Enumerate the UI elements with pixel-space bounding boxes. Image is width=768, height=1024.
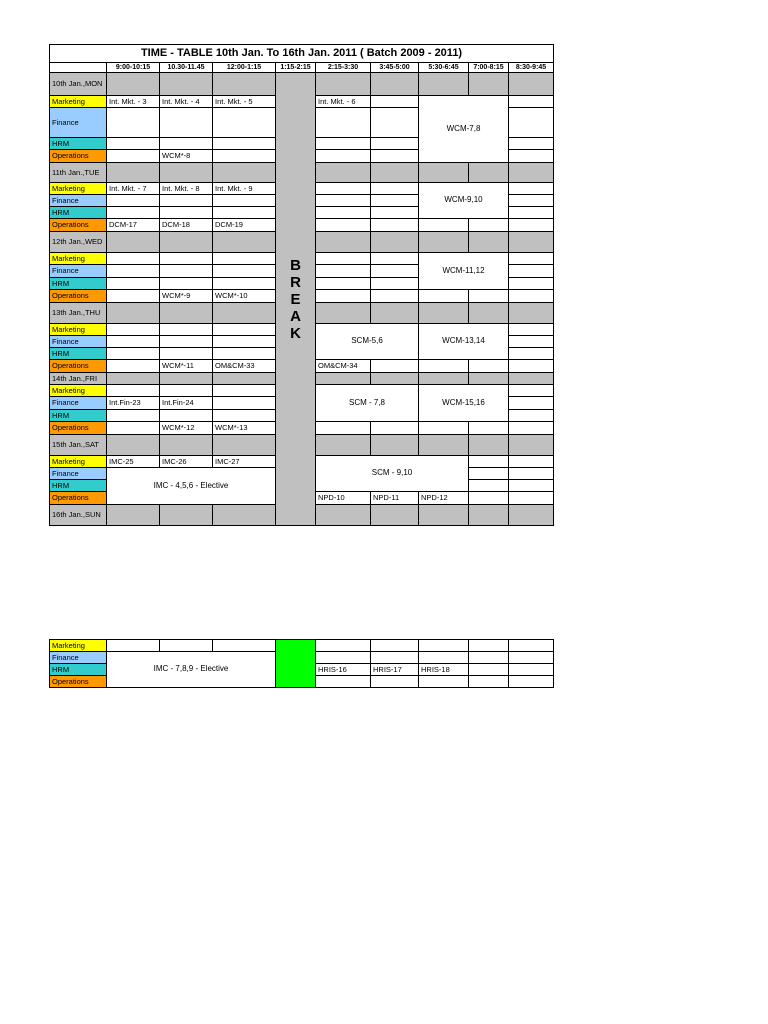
session-cell: OM&CM-34 bbox=[316, 360, 371, 373]
time-slot: 10.30-11.45 bbox=[160, 63, 213, 73]
session-block: IMC - 4,5,6 - Elective bbox=[107, 468, 276, 505]
session-cell: DCM-18 bbox=[160, 219, 213, 232]
session-cell: Int.Fin-24 bbox=[160, 397, 213, 410]
session-cell: WCM*-11 bbox=[160, 360, 213, 373]
day-label: 14th Jan.,FRI bbox=[50, 373, 107, 385]
session-cell: WCM*-12 bbox=[160, 422, 213, 435]
session-cell: OM&CM-33 bbox=[213, 360, 276, 373]
time-slot: 2:15-3:30 bbox=[316, 63, 371, 73]
spec-marketing: Marketing bbox=[50, 253, 107, 265]
session-cell: NPD-12 bbox=[419, 492, 469, 505]
session-cell: Int.Fin-23 bbox=[107, 397, 160, 410]
spec-marketing: Marketing bbox=[50, 324, 107, 336]
session-cell: Int. Mkt. - 5 bbox=[213, 96, 276, 108]
session-block: WCM-13,14 bbox=[419, 324, 509, 360]
spec-marketing: Marketing bbox=[50, 183, 107, 195]
spec-marketing: Marketing bbox=[50, 96, 107, 108]
timetable-title: TIME - TABLE 10th Jan. To 16th Jan. 2011 ( Batch 2009 - 2011) bbox=[50, 45, 554, 63]
time-slot-header-row bbox=[50, 63, 554, 73]
spec-finance: Finance bbox=[50, 468, 107, 480]
day-label: 12th Jan.,WED bbox=[50, 232, 107, 253]
spec-hrm: HRM bbox=[50, 480, 107, 492]
time-slot: 8:30-9:45 bbox=[509, 63, 554, 73]
spec-operations: Operations bbox=[50, 422, 107, 435]
spec-operations: Operations bbox=[50, 676, 107, 688]
day-label: 15th Jan.,SAT bbox=[50, 435, 107, 456]
spec-operations: Operations bbox=[50, 360, 107, 373]
session-cell: WCM*-13 bbox=[213, 422, 276, 435]
spec-hrm: HRM bbox=[50, 207, 107, 219]
session-cell: HRIS-17 bbox=[371, 664, 419, 676]
session-cell: WCM*-9 bbox=[160, 290, 213, 303]
spec-operations: Operations bbox=[50, 290, 107, 303]
session-cell: HRIS-18 bbox=[419, 664, 469, 676]
session-cell: Int. Mkt. - 8 bbox=[160, 183, 213, 195]
spec-hrm: HRM bbox=[50, 278, 107, 290]
session-cell: DCM-17 bbox=[107, 219, 160, 232]
time-slot: 3:45-5:00 bbox=[371, 63, 419, 73]
session-cell: Int. Mkt. - 4 bbox=[160, 96, 213, 108]
session-block: WCM-9,10 bbox=[419, 183, 509, 219]
spec-marketing: Marketing bbox=[50, 640, 107, 652]
spec-finance: Finance bbox=[50, 108, 107, 138]
spec-hrm: HRM bbox=[50, 664, 107, 676]
session-block: WCM-11,12 bbox=[419, 253, 509, 290]
session-cell: Int. Mkt. - 9 bbox=[213, 183, 276, 195]
session-cell: DCM-19 bbox=[213, 219, 276, 232]
spec-finance: Finance bbox=[50, 652, 107, 664]
spec-hrm: HRM bbox=[50, 410, 107, 422]
session-cell: WCM*-10 bbox=[213, 290, 276, 303]
session-cell: IMC-25 bbox=[107, 456, 160, 468]
session-block: SCM-5,6 bbox=[316, 324, 419, 360]
day-label: 10th Jan.,MON bbox=[50, 73, 107, 96]
break-column bbox=[276, 640, 316, 688]
session-cell: WCM*-8 bbox=[160, 150, 213, 163]
spec-operations: Operations bbox=[50, 219, 107, 232]
time-slot: 9:00-10:15 bbox=[107, 63, 160, 73]
session-block: WCM-7,8 bbox=[419, 96, 509, 163]
time-slot: 5:30-6:45 bbox=[419, 63, 469, 73]
spec-marketing: Marketing bbox=[50, 456, 107, 468]
time-slot: 7:00-8:15 bbox=[469, 63, 509, 73]
spec-finance: Finance bbox=[50, 397, 107, 410]
spec-hrm: HRM bbox=[50, 348, 107, 360]
break-label: B R E A K bbox=[290, 256, 301, 342]
timetable-extra bbox=[49, 639, 554, 688]
session-cell: NPD-11 bbox=[371, 492, 419, 505]
spec-finance: Finance bbox=[50, 195, 107, 207]
session-block: SCM - 9,10 bbox=[316, 456, 469, 492]
spec-operations: Operations bbox=[50, 150, 107, 163]
time-slot: 12:00-1:15 bbox=[213, 63, 276, 73]
session-cell: HRIS-16 bbox=[316, 664, 371, 676]
day-label: 13th Jan.,THU bbox=[50, 303, 107, 324]
session-cell: IMC-26 bbox=[160, 456, 213, 468]
session-cell: Int. Mkt. - 6 bbox=[316, 96, 371, 108]
session-cell: NPD-10 bbox=[316, 492, 371, 505]
spec-hrm: HRM bbox=[50, 138, 107, 150]
time-slot: 1:15-2:15 bbox=[276, 63, 316, 73]
day-label: 16th Jan.,SUN bbox=[50, 505, 107, 526]
header-corner bbox=[50, 63, 107, 73]
spec-marketing: Marketing bbox=[50, 385, 107, 397]
session-block: IMC - 7,8,9 - Elective bbox=[107, 652, 276, 688]
session-cell: IMC-27 bbox=[213, 456, 276, 468]
timetable bbox=[49, 44, 554, 526]
session-cell: Int. Mkt. - 3 bbox=[107, 96, 160, 108]
spec-finance: Finance bbox=[50, 336, 107, 348]
spec-operations: Operations bbox=[50, 492, 107, 505]
day-label: 11th Jan.,TUE bbox=[50, 163, 107, 183]
session-cell: Int. Mkt. - 7 bbox=[107, 183, 160, 195]
session-block: WCM-15,16 bbox=[419, 385, 509, 422]
spec-finance: Finance bbox=[50, 265, 107, 278]
day-row-mon bbox=[50, 73, 554, 96]
break-column bbox=[276, 73, 316, 526]
session-block: SCM - 7,8 bbox=[316, 385, 419, 422]
